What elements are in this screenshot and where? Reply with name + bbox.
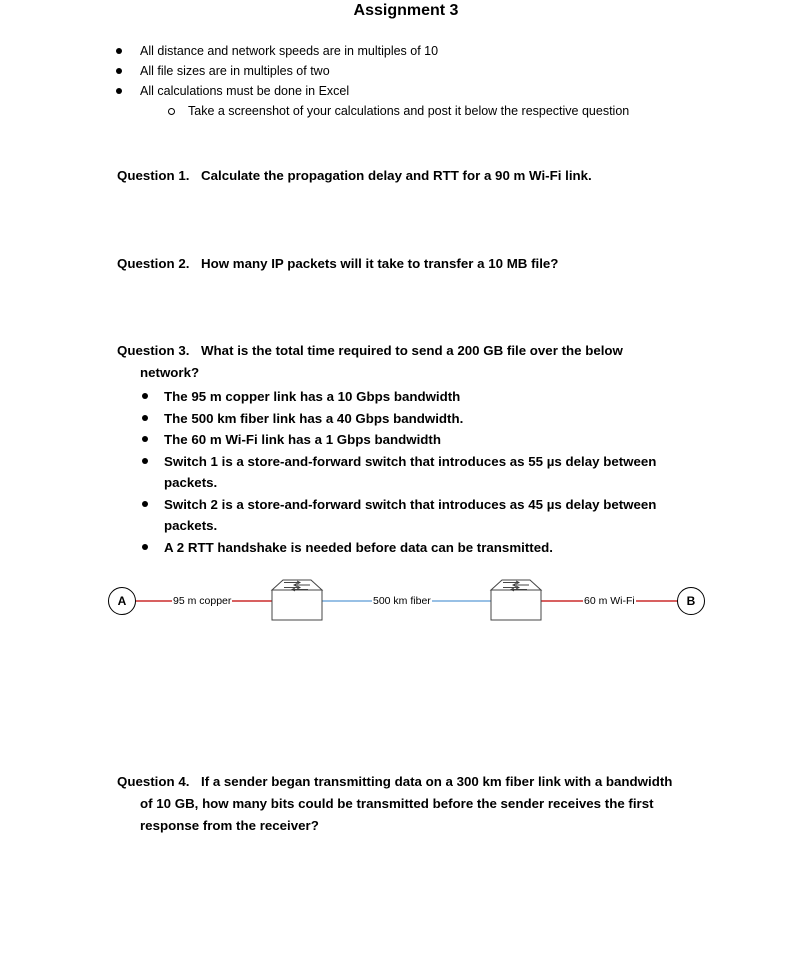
condition-text-continued: packets. xyxy=(164,475,218,490)
bullet-icon xyxy=(116,88,122,94)
bullet-icon xyxy=(142,436,148,442)
bullet-icon xyxy=(142,393,148,399)
condition-text: The 95 m copper link has a 10 Gbps bandwidth xyxy=(164,389,461,404)
list-item xyxy=(140,451,656,494)
question-1 xyxy=(117,168,592,183)
bullet-icon xyxy=(116,48,122,54)
question-label: Question 3. xyxy=(117,343,190,358)
switch-2-icon xyxy=(491,580,541,620)
hollow-bullet-icon xyxy=(168,108,175,115)
condition-text: The 500 km fiber link has a 40 Gbps bandwidth. xyxy=(164,410,464,426)
question-text: Calculate the propagation delay and RTT for a 90 m Wi-Fi link. xyxy=(201,168,592,183)
list-item xyxy=(140,537,656,559)
list-item xyxy=(140,494,656,537)
question-2 xyxy=(117,256,558,271)
bullet-icon xyxy=(142,544,148,550)
copper-link-label: 95 m copper xyxy=(173,595,232,607)
question-3-conditions xyxy=(140,386,656,558)
condition-text-continued: packets. xyxy=(164,518,218,533)
question-label: Question 4. xyxy=(117,774,190,789)
instruction-text: All distance and network speeds are in multiples of 10 xyxy=(140,44,439,58)
condition-text: Switch 1 is a store-and-forward switch that introduces as 55 µs delay between xyxy=(164,453,657,469)
list-item xyxy=(140,408,656,430)
network-diagram xyxy=(0,570,812,630)
node-b: B xyxy=(677,587,705,615)
question-text-continued: network? xyxy=(140,365,200,380)
list-item xyxy=(140,429,656,451)
fiber-link-label: 500 km fiber xyxy=(373,595,431,607)
sub-instruction-text: Take a screenshot of your calculations and post it below the respective question xyxy=(188,104,630,118)
question-text: If a sender began transmitting data on a 300 km fiber link with a bandwidth xyxy=(201,774,673,789)
bullet-icon xyxy=(142,501,148,507)
question-3 xyxy=(117,343,623,358)
bullet-icon xyxy=(142,415,148,421)
instruction-text: All calculations must be done in Excel xyxy=(140,84,350,98)
bullet-icon xyxy=(142,458,148,464)
node-a: A xyxy=(108,587,136,615)
switch-1-icon xyxy=(272,580,322,620)
condition-text: A 2 RTT handshake is needed before data can be transmitted. xyxy=(164,539,553,555)
bullet-icon xyxy=(116,68,122,74)
instruction-text: All file sizes are in multiples of two xyxy=(140,64,330,78)
wifi-link-label: 60 m Wi-Fi xyxy=(584,595,635,607)
condition-text: The 60 m Wi-Fi link has a 1 Gbps bandwidth xyxy=(164,432,441,447)
question-4 xyxy=(117,774,672,789)
list-item xyxy=(140,386,656,408)
question-text-continued: of 10 GB, how many bits could be transmitted before the sender receives the first xyxy=(140,796,654,811)
question-label: Question 1. xyxy=(117,168,190,183)
question-text: How many IP packets will it take to transfer a 10 MB file? xyxy=(201,256,559,271)
question-label: Question 2. xyxy=(117,256,190,271)
question-text: What is the total time required to send a 200 GB file over the below xyxy=(201,343,623,358)
question-text-continued: response from the receiver? xyxy=(140,818,319,833)
page-title: Assignment 3 xyxy=(353,2,459,19)
condition-text: Switch 2 is a store-and-forward switch that introduces as 45 µs delay between xyxy=(164,496,657,512)
